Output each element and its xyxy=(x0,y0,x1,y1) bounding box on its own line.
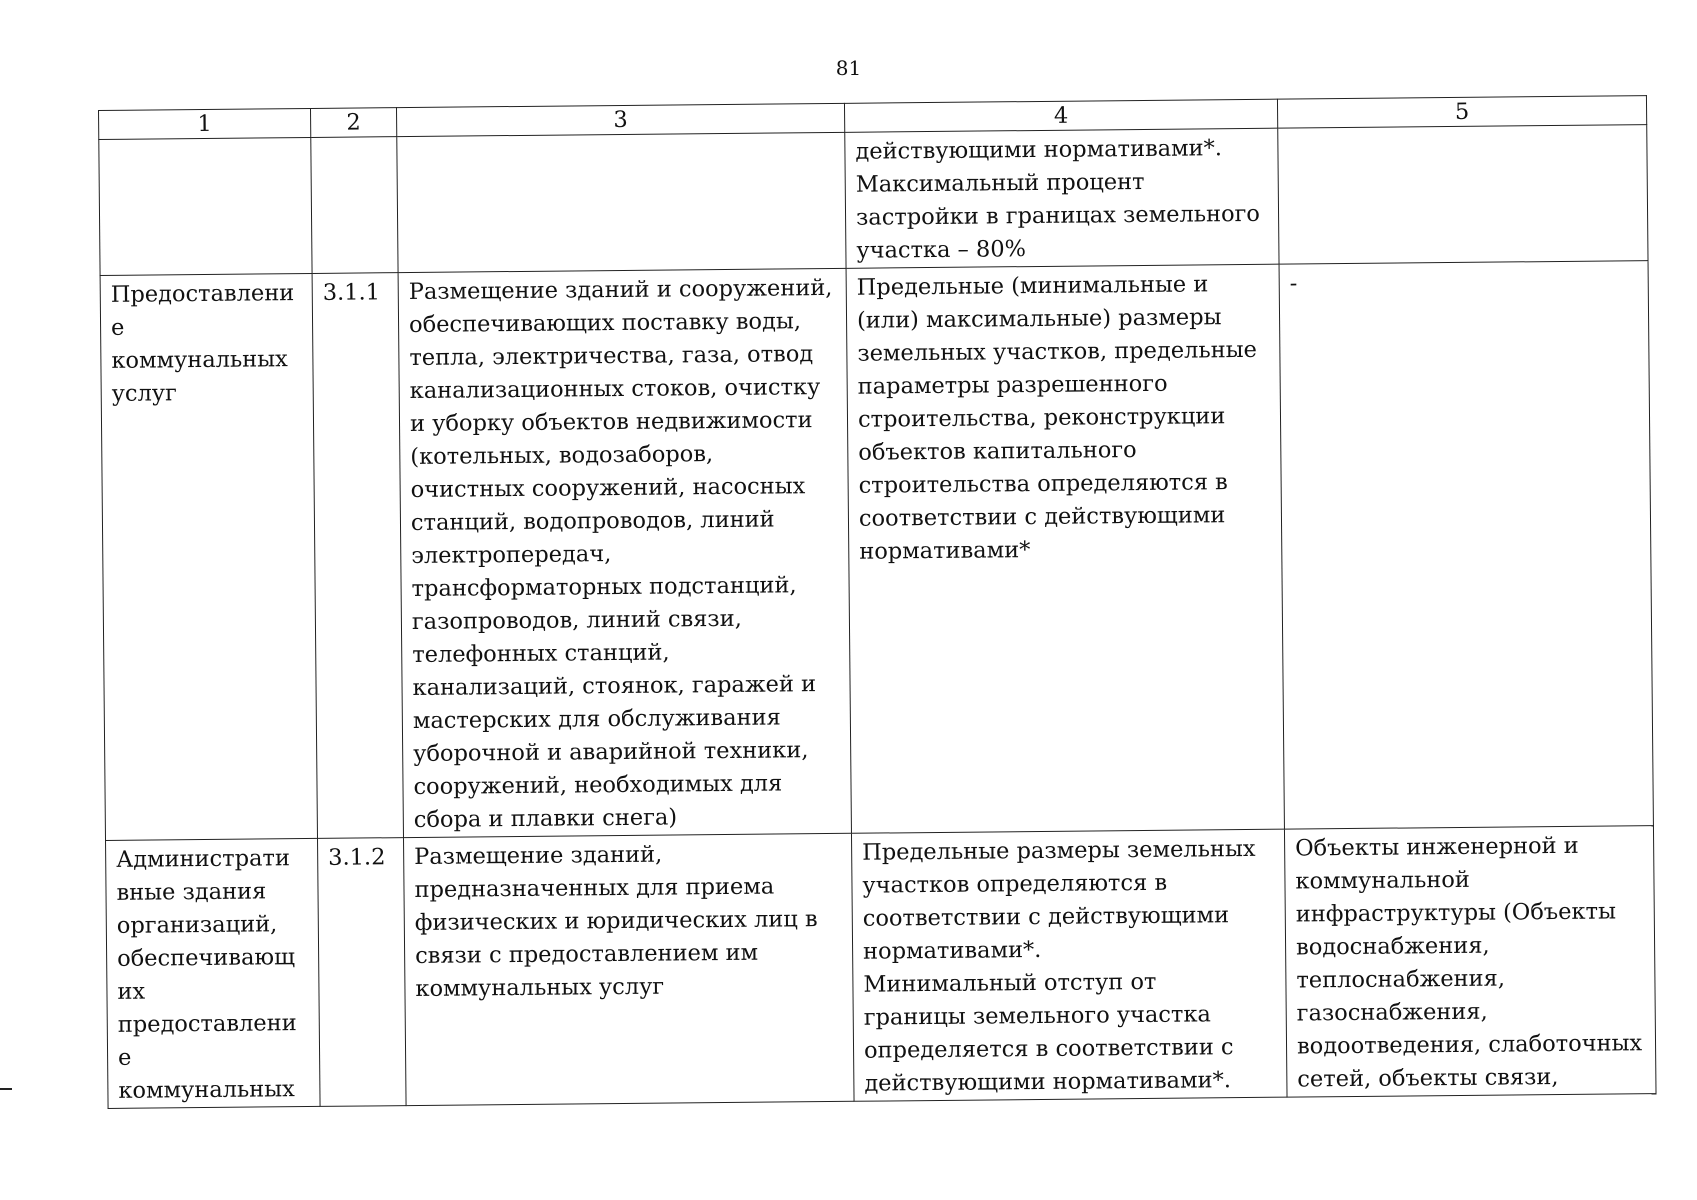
header-cell: 2 xyxy=(310,108,396,138)
header-cell: 4 xyxy=(844,99,1277,132)
table-row xyxy=(100,261,1653,841)
zoning-table xyxy=(98,95,1657,1109)
cell-land-use-type xyxy=(99,137,312,275)
cell-notes: Объекты инженерной и коммунальной инфраструктуры (Объекты водоснабжения, теплоснабжения, газоснабжения, водоотведения, слаботочных сетей, объекты связи, xyxy=(1284,826,1656,1098)
cell-notes: - xyxy=(1279,261,1653,830)
cell-description: Размещение зданий, предназначенных для приема физических и юридических лиц в связи с предоставлением им коммунальных услуг xyxy=(403,833,854,1105)
header-cell: 5 xyxy=(1277,96,1646,129)
cell-notes xyxy=(1278,125,1648,265)
table-row xyxy=(106,826,1657,1109)
header-cell: 3 xyxy=(396,103,844,136)
table-row xyxy=(99,125,1648,276)
cell-description xyxy=(397,132,846,272)
cell-code: 3.1.2 xyxy=(318,838,407,1107)
cell-code: 3.1.1 xyxy=(312,273,403,839)
cell-code xyxy=(311,137,398,274)
header-cell: 1 xyxy=(99,108,311,139)
cell-parameters: Предельные размеры земельных участков определяются в соответствии с действующими нормативами*. Минимальный отступ от границы земельного участка определяется в соответствии с действующими нормативами*. xyxy=(851,829,1287,1101)
cell-land-use-type: Администрати вные здания организаций, обеспечивающ их предоставлени е коммунальных xyxy=(106,838,321,1108)
cell-parameters: Предельные (минимальные и (или) максимальные) размеры земельных участков, предельные параметры разрешенного строительства, реконструкции объектов капитального строительства определяются в соответствии с действующими нормативами* xyxy=(846,264,1284,833)
page-number: 81 xyxy=(835,56,862,80)
cell-description: Размещение зданий и сооружений, обеспечивающих поставку воды, тепла, электричества, газа, отвод канализационных стоков, очистку и уборку объектов недвижимости (котельных, водозаборов, очистных сооружений, насосных станций, водопроводов, линий электропередач, трансформаторных подстанций, газопроводов, линий связи, телефонных станций, канализаций, стоянок, гаражей и мастерских для обслуживания уборочной и аварийной техники, сооружений, необходимых для сбора и плавки снега) xyxy=(398,268,851,837)
margin-mark xyxy=(0,1088,12,1090)
cell-land-use-type: Предоставлени е коммунальных услуг xyxy=(100,273,317,840)
cell-parameters: действующими нормативами*. Максимальный процент застройки в границах земельного участка – 80% xyxy=(845,128,1279,268)
